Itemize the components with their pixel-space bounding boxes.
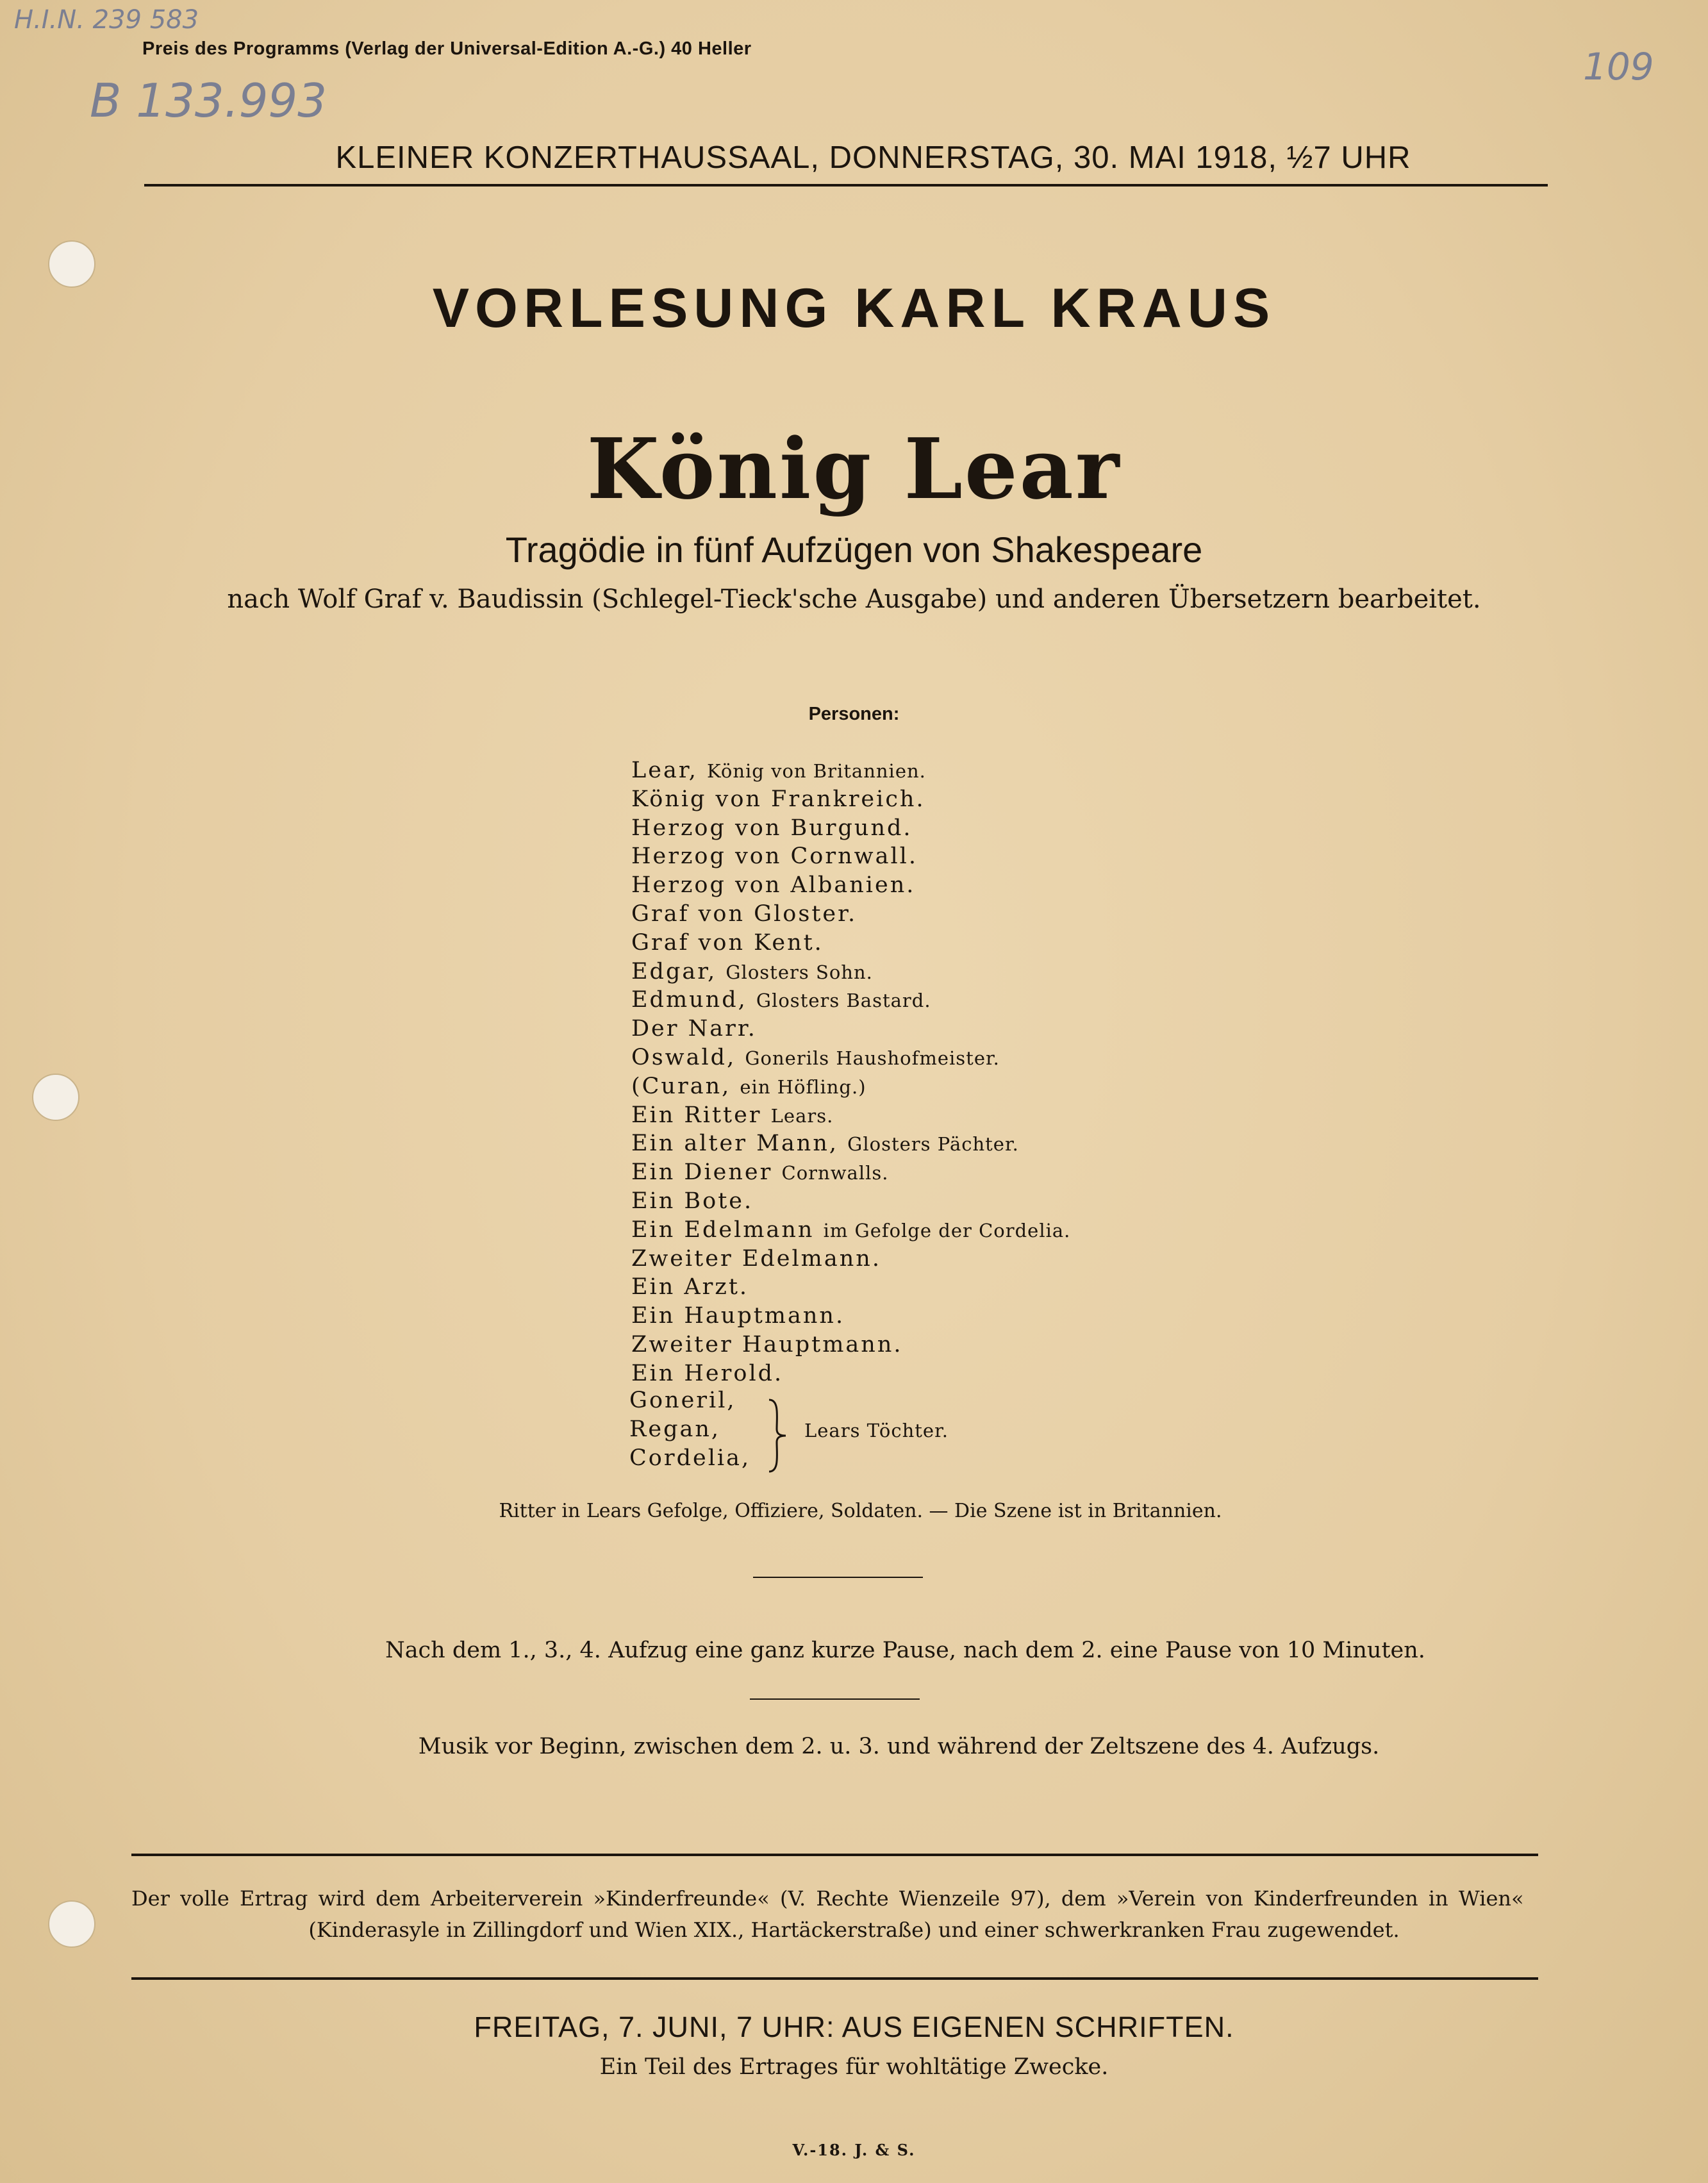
person-row	[631, 1245, 1070, 1274]
proceeds-top-rule	[131, 1854, 1538, 1856]
divider-short-1	[753, 1577, 923, 1578]
person-name: Herzog von Cornwall.	[631, 843, 918, 870]
person-row	[631, 814, 1070, 843]
next-event-note: Ein Teil des Ertrages für wohltätige Zwecke.	[599, 2054, 1109, 2080]
person-row	[631, 1216, 1070, 1245]
person-row	[631, 785, 1070, 814]
person-name: Ein Ritter	[631, 1102, 762, 1128]
proceeds-bottom-rule	[131, 1977, 1538, 1980]
person-row	[631, 756, 1070, 785]
person-description: im Gefolge der Cordelia.	[823, 1219, 1071, 1241]
venue-date-line: KLEINER KONZERTHAUSSAAL, DONNERSTAG, 30. MAI 1918, ½7 UHR	[335, 140, 1411, 175]
person-description: Gonerils Haushofmeister.	[745, 1047, 1000, 1069]
header-rule	[144, 184, 1548, 187]
extras-line: Ritter in Lears Gefolge, Offiziere, Soldaten. — Die Szene ist in Britannien.	[499, 1500, 1222, 1522]
person-description: König von Britannien.	[706, 760, 926, 782]
person-name: Ein alter Mann,	[631, 1131, 839, 1157]
person-name: Oswald,	[631, 1044, 736, 1070]
daughter-goneril: Goneril,	[629, 1388, 736, 1413]
person-row	[631, 986, 1070, 1015]
persons-heading: Personen:	[808, 704, 900, 724]
person-row	[631, 1101, 1070, 1130]
person-name: Ein Arzt.	[631, 1274, 749, 1300]
person-name: Herzog von Albanien.	[631, 872, 916, 899]
translation-note: nach Wolf Graf v. Baudissin (Schlegel-Tieck'sche Ausgabe) und anderen Übersetzern bearbeitet.	[227, 585, 1481, 614]
person-row	[631, 842, 1070, 871]
curly-brace-icon	[764, 1397, 790, 1474]
handwritten-page-number: 109	[1583, 45, 1654, 88]
person-row	[631, 1158, 1070, 1187]
person-row	[631, 1072, 1070, 1101]
divider-short-2	[750, 1698, 920, 1700]
play-title: König Lear	[586, 420, 1122, 518]
person-name: Graf von Gloster.	[631, 901, 858, 927]
persons-list	[631, 756, 1070, 1388]
person-row	[631, 1129, 1070, 1158]
proceeds-line-2: (Kinderasyle in Zillingdorf und Wien XIX., Hartäckerstraße) und einer schwerkranken Frau zugewendet.	[308, 1918, 1400, 1942]
person-description: Glosters Pächter.	[847, 1133, 1019, 1156]
person-row	[631, 1331, 1070, 1359]
printer-mark: V.-18. J. & S.	[792, 2141, 916, 2159]
daughter-cordelia: Cordelia,	[629, 1445, 751, 1471]
person-row	[631, 900, 1070, 929]
person-row	[631, 958, 1070, 986]
person-row	[631, 1187, 1070, 1216]
daughters-label: Lears Töchter.	[804, 1420, 949, 1441]
handwritten-catalog-number: B 133.993	[90, 74, 328, 128]
person-row	[631, 1273, 1070, 1302]
person-description: Lears.	[770, 1104, 834, 1127]
person-name: Ein Hauptmann.	[631, 1303, 845, 1329]
person-name: Edgar,	[631, 958, 717, 984]
person-name: Zweiter Edelmann.	[631, 1245, 881, 1272]
person-name: König von Frankreich.	[631, 786, 925, 812]
person-description: Cornwalls.	[781, 1162, 889, 1184]
person-row	[631, 871, 1070, 900]
person-name: (Curan,	[631, 1073, 731, 1099]
person-row	[631, 1043, 1070, 1072]
person-row	[631, 1302, 1070, 1331]
person-name: Ein Edelmann	[631, 1216, 815, 1243]
daughter-regan: Regan,	[629, 1416, 721, 1442]
person-name: Herzog von Burgund.	[631, 815, 913, 841]
person-name: Ein Bote.	[631, 1188, 754, 1214]
price-line: Preis des Programms (Verlag der Universal-Edition A.-G.) 40 Heller	[142, 38, 752, 59]
punch-hole-middle	[32, 1074, 79, 1121]
person-name: Ein Herold.	[631, 1360, 784, 1386]
person-description: Glosters Bastard.	[756, 990, 931, 1012]
person-row	[631, 1015, 1070, 1043]
pause-line: Nach dem 1., 3., 4. Aufzug eine ganz kurze Pause, nach dem 2. eine Pause von 10 Minuten.	[385, 1638, 1425, 1663]
person-name: Graf von Kent.	[631, 929, 824, 956]
person-name: Der Narr.	[631, 1016, 757, 1042]
person-name: Lear,	[631, 758, 698, 783]
next-event: FREITAG, 7. JUNI, 7 UHR: AUS EIGENEN SCHRIFTEN.	[474, 2011, 1234, 2043]
person-name: Ein Diener	[631, 1159, 773, 1186]
music-line: Musik vor Beginn, zwischen dem 2. u. 3. und während der Zeltszene des 4. Aufzugs.	[418, 1734, 1380, 1759]
person-name: Zweiter Hauptmann.	[631, 1331, 903, 1357]
event-title: VORLESUNG KARL KRAUS	[432, 278, 1276, 339]
person-name: Edmund,	[631, 987, 747, 1013]
person-description: Glosters Sohn.	[725, 961, 873, 983]
person-description: ein Höfling.)	[740, 1075, 866, 1098]
proceeds-line-1: Der volle Ertrag wird dem Arbeiterverein »Kinderfreunde« (V. Rechte Wienzeile 97), dem »Verein von Kinderfreunden in Wien«	[131, 1886, 1524, 1911]
person-row	[631, 929, 1070, 958]
play-subtitle: Tragödie in fünf Aufzügen von Shakespeare	[505, 529, 1203, 570]
person-row	[631, 1359, 1070, 1388]
handwritten-inventory-number: H.I.N. 239 583	[14, 5, 199, 35]
